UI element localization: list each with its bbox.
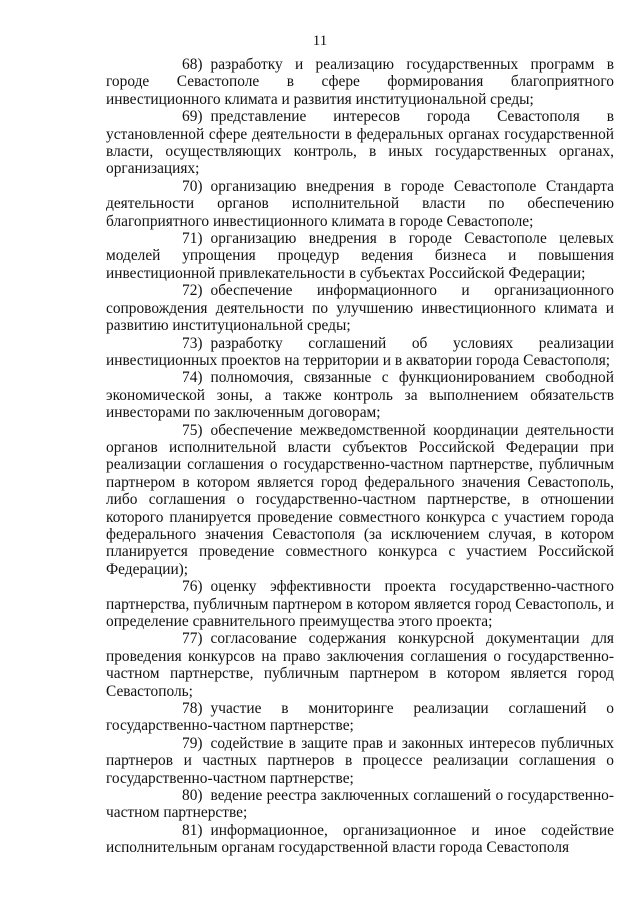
item-number: 77) [182, 630, 203, 648]
item-number: 76) [182, 578, 203, 596]
item-number: 71) [182, 230, 203, 248]
page-number: 11 [312, 33, 328, 49]
list-item [106, 735, 614, 787]
list-item [106, 178, 614, 230]
item-number: 80) [182, 787, 203, 805]
item-number: 78) [182, 700, 203, 718]
list-item [106, 369, 614, 421]
item-text: информационное, организационное и иное содействие исполнительным органам государственной власти города Севастополя [106, 821, 614, 857]
item-text: обеспечение информационного и организационного сопровождения деятельности по улучшению инвестиционного климата и развитию институциональной среды; [106, 282, 614, 335]
item-text: согласование содержания конкурсной документации для проведения конкурсов на право заключения соглашения о государственно-частном партнерстве, публичным партнером в котором является город Севастополь; [106, 630, 614, 700]
item-text: разработку соглашений об условиях реализации инвестиционных проектов на территории и в акватории города Севастополя; [106, 334, 614, 369]
list-item [106, 700, 614, 735]
item-number: 68) [182, 56, 203, 73]
item-number: 73) [182, 334, 203, 352]
list-item [106, 787, 614, 822]
item-text: представление интересов города Севастополя в установленной сфере деятельности в федеральных органах государственной власти, осуществляющих контроль, в иных государственных органах, организациях; [106, 108, 614, 178]
item-number: 81) [182, 821, 203, 839]
item-text: содействие в защите прав и законных интересов публичных партнеров и частных партнеров в процессе реализации соглашения о государственно-частном партнерстве; [106, 734, 614, 787]
list-item [106, 578, 614, 630]
item-number: 75) [182, 421, 203, 439]
list-item [106, 282, 614, 334]
item-text: ведение реестра заключенных соглашений о государственно-частном партнерстве; [106, 787, 614, 822]
list-item [106, 108, 614, 178]
item-number: 79) [182, 734, 203, 752]
list-item [106, 56, 614, 108]
item-number: 74) [182, 369, 203, 387]
item-number: 72) [182, 282, 203, 300]
item-text: участие в мониторинге реализации соглашений о государственно-частном партнерстве; [106, 700, 614, 735]
item-text: обеспечение межведомственной координации деятельности органов исполнительной власти субъектов Российской Федерации при реализации соглашения о государственно-частном партнерстве, публичным партнером в котором является город федерального значения Севастополь, либо соглашения о государственно-частном партнерстве, в отношении которого планируется проведение совместного конкурса с участием города федерального значения Севастополя (за исключением случая, в котором планируется проведение совместного конкурса с участием Российской Федерации); [106, 421, 614, 578]
item-number: 69) [182, 108, 203, 126]
list-item [106, 822, 614, 857]
item-number: 70) [182, 177, 203, 195]
item-text: организацию внедрения в городе Севастополе Стандарта деятельности органов исполнительной власти по обеспечению благоприятного инвестиционного климата в городе Севастополе; [106, 177, 614, 230]
item-text: организацию внедрения в городе Севастополе целевых моделей упрощения процедур ведения бизнеса и повышения инвестиционной привлекательности в субъектах Российской Федерации; [106, 230, 614, 282]
item-text: оценку эффективности проекта государственно-частного партнерства, публичным партнером в котором является город Севастополь, и определение сравнительного преимущества этого проекта; [106, 578, 614, 630]
item-text: разработку и реализацию государственных программ в городе Севастополе в сфере формирования благоприятного инвестиционного климата и развития институциональной среды; [106, 56, 614, 108]
item-text: полномочия, связанные с функционированием свободной экономической зоны, а также контроль за выполнением обязательств инвесторами по заключенным договорам; [106, 369, 614, 422]
list-item [106, 422, 614, 579]
list-item [106, 630, 614, 700]
list-item [106, 335, 614, 370]
document-body [106, 56, 614, 857]
list-item [106, 230, 614, 282]
